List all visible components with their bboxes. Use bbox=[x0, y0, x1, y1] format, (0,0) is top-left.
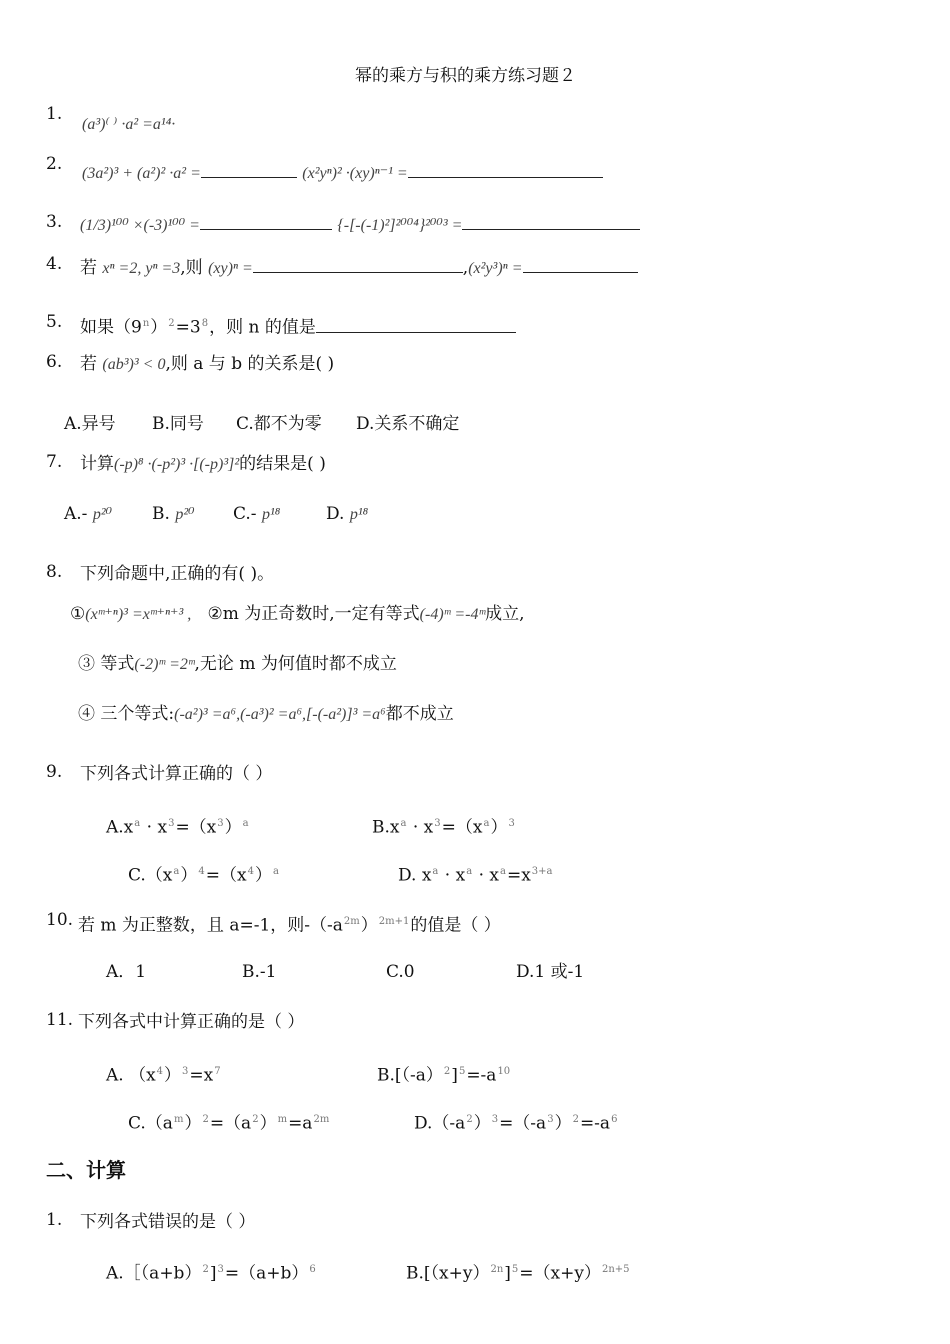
q6-option-a[interactable]: A.异号 bbox=[64, 414, 116, 434]
exponent: 6 bbox=[309, 1264, 316, 1275]
q4-condition: xⁿ =2, yⁿ =3 bbox=[102, 260, 181, 277]
exponent: 6 bbox=[611, 1114, 618, 1125]
q8-statement-4 bbox=[78, 702, 454, 727]
t: 若 m 为正整数，且 a=-1，则-（-a bbox=[78, 915, 343, 936]
exponent: m bbox=[173, 1114, 184, 1125]
q5-line bbox=[80, 312, 516, 340]
q4-then: ,则 bbox=[180, 258, 203, 278]
t: D. x bbox=[398, 865, 432, 886]
t: ） bbox=[184, 1113, 202, 1134]
option-expression: p²⁰ bbox=[175, 506, 195, 523]
q6-option-b[interactable]: B.同号 bbox=[152, 414, 204, 434]
t: ] bbox=[451, 1065, 458, 1086]
question-number: 1. bbox=[46, 1210, 63, 1230]
q4-expression-2: (x²y³)ⁿ = bbox=[468, 260, 523, 277]
q8-statement-1-2 bbox=[70, 602, 525, 627]
exponent: 3 bbox=[547, 1114, 554, 1125]
t: =（x bbox=[205, 865, 247, 886]
q11-option-c[interactable] bbox=[128, 1108, 330, 1136]
q11-option-a[interactable] bbox=[106, 1060, 222, 1088]
statement-text: 都不成立 bbox=[385, 704, 454, 724]
q4-lead: 若 bbox=[80, 258, 97, 278]
exponent: 2 bbox=[466, 1114, 473, 1125]
exponent: 10 bbox=[497, 1066, 511, 1077]
exponent: 5 bbox=[511, 1264, 519, 1275]
option-label: C.- bbox=[233, 504, 257, 524]
exponent: 4 bbox=[247, 866, 254, 877]
exponent: 3+a bbox=[531, 866, 553, 877]
q5-text: ） bbox=[150, 317, 168, 338]
p1-text: 下列各式错误的是（ ） bbox=[80, 1212, 256, 1232]
answer-blank[interactable] bbox=[523, 258, 638, 273]
exponent: 4 bbox=[198, 866, 205, 877]
exponent: 3 bbox=[217, 1264, 224, 1275]
page-title: 幂的乘方与积的乘方练习题２ bbox=[355, 66, 576, 86]
t: ） bbox=[224, 817, 242, 838]
q10-option-d[interactable]: D.1 或-1 bbox=[516, 962, 585, 982]
t: ） bbox=[180, 865, 198, 886]
t: ） bbox=[360, 915, 378, 936]
q9-option-a[interactable] bbox=[106, 812, 250, 840]
q9-option-d[interactable] bbox=[398, 860, 554, 888]
q6-option-c[interactable]: C.都不为零 bbox=[236, 414, 322, 434]
exponent: a bbox=[272, 866, 279, 877]
exponent: a bbox=[134, 818, 141, 829]
q3-line bbox=[80, 213, 640, 238]
exponent: 2 bbox=[168, 318, 175, 329]
t: =-a bbox=[466, 1065, 497, 1086]
q2-expression-2: (x²yⁿ)² ·(xy)ⁿ⁻¹ = bbox=[302, 165, 408, 182]
statement-expression: (-2)ᵐ =2ᵐ bbox=[134, 656, 195, 673]
t: C.（a bbox=[128, 1113, 173, 1134]
question-number: 7. bbox=[46, 452, 63, 472]
q7-expression: (-p)⁸ ·(-p²)³ ·[(-p)³]² bbox=[114, 456, 240, 473]
q6-lead: 若 bbox=[80, 354, 97, 374]
t: =（-a bbox=[499, 1113, 547, 1134]
t: ） bbox=[490, 817, 508, 838]
question-number: 2. bbox=[46, 154, 63, 174]
exponent: 3 bbox=[168, 818, 175, 829]
t: =x bbox=[506, 865, 531, 886]
answer-blank[interactable] bbox=[316, 318, 516, 333]
question-number: 11. bbox=[46, 1010, 74, 1030]
t: =（x bbox=[441, 817, 483, 838]
t: ] bbox=[504, 1263, 511, 1284]
q2-line bbox=[82, 161, 603, 186]
question-number: 8. bbox=[46, 562, 63, 582]
option-expression: p¹⁸ bbox=[349, 506, 369, 523]
t: A.x bbox=[106, 817, 134, 838]
q6-option-d[interactable]: D.关系不确定 bbox=[356, 414, 460, 434]
statement-mark: ① bbox=[70, 604, 86, 624]
exponent: a bbox=[499, 866, 506, 877]
q9-option-b[interactable] bbox=[372, 812, 516, 840]
t: · x bbox=[473, 865, 499, 886]
t: A.［（a+b） bbox=[106, 1263, 202, 1284]
exponent: 4 bbox=[156, 1066, 164, 1077]
t: ） bbox=[473, 1113, 491, 1134]
exponent: 3 bbox=[217, 818, 224, 829]
p1-option-b[interactable] bbox=[406, 1258, 631, 1286]
q5-text: =3 bbox=[175, 317, 201, 338]
t: · x bbox=[141, 817, 168, 838]
statement-text: ,无论 m 为何值时都不成立 bbox=[194, 654, 397, 674]
q6-condition: (ab³)³ < 0 bbox=[102, 356, 166, 373]
exponent: 2m bbox=[343, 916, 360, 927]
q8-text: 下列命题中,正确的有( )。 bbox=[80, 564, 275, 584]
q10-text bbox=[78, 910, 501, 938]
q4-line bbox=[80, 256, 638, 281]
q11-option-b[interactable] bbox=[377, 1060, 511, 1088]
q3-expression-2: {-[-(-1)²]²⁰⁰⁴}²⁰⁰³ = bbox=[337, 217, 463, 234]
t: ） bbox=[259, 1113, 277, 1134]
q2-expression-1: (3a²)³ + (a²)² ·a² = bbox=[82, 165, 201, 182]
option-label: B. bbox=[152, 504, 170, 524]
t: ） bbox=[254, 865, 272, 886]
q7-line bbox=[80, 452, 326, 477]
answer-blank[interactable] bbox=[201, 163, 297, 178]
exponent: 2n bbox=[490, 1264, 504, 1275]
q6-text: ,则 a 与 b 的关系是( ) bbox=[165, 354, 335, 374]
t: B.[（-a） bbox=[377, 1065, 443, 1086]
q10-option-b[interactable]: B.-1 bbox=[242, 962, 277, 982]
statement-text: ②m 为正奇数时,一定有等式 bbox=[207, 604, 420, 624]
t: =（x+y） bbox=[519, 1263, 601, 1284]
option-expression: p²⁰ bbox=[92, 506, 113, 523]
question-number: 9. bbox=[46, 762, 63, 782]
exponent: 3 bbox=[491, 1114, 499, 1125]
q4-comma: , bbox=[462, 258, 469, 278]
statement-expression: (xᵐ⁺ⁿ)³ =xᵐ⁺ⁿ⁺³ , bbox=[85, 606, 192, 623]
t: =a bbox=[288, 1113, 313, 1134]
exponent: a bbox=[432, 866, 439, 877]
question-number: 4. bbox=[46, 254, 63, 274]
t: ] bbox=[209, 1263, 217, 1284]
q7-option-a[interactable] bbox=[64, 502, 112, 527]
q7-option-d[interactable] bbox=[326, 502, 368, 527]
exponent: 5 bbox=[458, 1066, 466, 1077]
q9-text: 下列各式计算正确的（ ） bbox=[80, 764, 273, 784]
q7-text: 的结果是( ) bbox=[239, 454, 326, 474]
t: · x bbox=[407, 817, 434, 838]
q7-lead: 计算 bbox=[80, 454, 114, 474]
exponent: 2 bbox=[252, 1114, 259, 1125]
answer-blank[interactable] bbox=[462, 215, 640, 230]
t: B.x bbox=[372, 817, 400, 838]
option-label: D. bbox=[326, 504, 345, 524]
exponent: a bbox=[173, 866, 180, 877]
t: ） bbox=[554, 1113, 572, 1134]
q10-option-c[interactable]: C.0 bbox=[386, 962, 415, 982]
question-number: 5. bbox=[46, 312, 63, 332]
t: D.（-a bbox=[414, 1113, 466, 1134]
q11-text: 下列各式中计算正确的是（ ） bbox=[78, 1012, 305, 1032]
q10-option-a[interactable]: A．1 bbox=[106, 962, 147, 982]
exponent: 2m+1 bbox=[378, 916, 410, 927]
q7-option-b[interactable] bbox=[152, 502, 195, 527]
p1-option-a[interactable] bbox=[106, 1258, 317, 1286]
q1-expression: (a³)⁽ ⁾ ·a² =a¹⁴· bbox=[82, 116, 176, 133]
answer-blank[interactable] bbox=[253, 258, 463, 273]
q4-expression-1: (xy)ⁿ = bbox=[208, 260, 253, 277]
q5-text: 如果（9 bbox=[80, 317, 142, 338]
exponent: 3 bbox=[508, 818, 515, 829]
exponent: 8 bbox=[201, 318, 209, 329]
exponent: a bbox=[466, 866, 473, 877]
exponent: m bbox=[277, 1114, 288, 1125]
exponent: a bbox=[483, 818, 490, 829]
exponent: 3 bbox=[434, 818, 441, 829]
q7-option-c[interactable] bbox=[233, 502, 280, 527]
answer-blank[interactable] bbox=[408, 163, 603, 178]
t: A. （x bbox=[106, 1065, 156, 1086]
t: · x bbox=[439, 865, 466, 886]
statement-expression: (-4)ᵐ =-4ᵐ bbox=[419, 606, 486, 623]
option-expression: p¹⁸ bbox=[261, 506, 281, 523]
section-heading: 二、计算 bbox=[46, 1158, 126, 1182]
question-number: 6. bbox=[46, 352, 63, 372]
t: =-a bbox=[579, 1113, 611, 1134]
exponent: 2n+5 bbox=[601, 1264, 630, 1275]
t: =（a+b） bbox=[224, 1263, 309, 1284]
statement-text: 成立, bbox=[485, 604, 525, 624]
exponent: 7 bbox=[214, 1066, 221, 1077]
exponent: 2 bbox=[443, 1066, 451, 1077]
t: =（a bbox=[209, 1113, 252, 1134]
q8-statement-3 bbox=[78, 652, 397, 677]
question-number: 3. bbox=[46, 212, 63, 232]
t: C.（x bbox=[128, 865, 173, 886]
exponent: n bbox=[142, 318, 150, 329]
statement-expression: (-a²)³ =a⁶,(-a³)² =a⁶,[-(-a²)]³ =a⁶ bbox=[174, 706, 386, 723]
q9-option-c[interactable] bbox=[128, 860, 280, 888]
exponent: 2 bbox=[202, 1264, 209, 1275]
question-number: 10. bbox=[46, 910, 74, 930]
option-label: A.- bbox=[64, 504, 88, 524]
exponent: a bbox=[242, 818, 249, 829]
t: 的值是（ ） bbox=[410, 915, 501, 936]
exponent: 2 bbox=[202, 1114, 209, 1125]
t: ） bbox=[164, 1065, 182, 1086]
t: B.[（x+y） bbox=[406, 1263, 490, 1284]
q6-line bbox=[80, 352, 334, 377]
t: =x bbox=[189, 1065, 214, 1086]
q11-option-d[interactable] bbox=[414, 1108, 618, 1136]
q5-text: ，则 n 的值是 bbox=[209, 317, 316, 338]
exponent: 3 bbox=[182, 1066, 189, 1077]
t: =（x bbox=[175, 817, 217, 838]
exponent: 2 bbox=[572, 1114, 579, 1125]
exponent: 2m bbox=[313, 1114, 330, 1125]
question-number: 1. bbox=[46, 104, 63, 124]
statement-text: ③ 等式 bbox=[78, 654, 135, 674]
answer-blank[interactable] bbox=[200, 215, 332, 230]
statement-text: ④ 三个等式: bbox=[78, 704, 175, 724]
q3-expression-1: (1/3)¹⁰⁰ ×(-3)¹⁰⁰ = bbox=[80, 217, 200, 234]
exponent: a bbox=[400, 818, 407, 829]
